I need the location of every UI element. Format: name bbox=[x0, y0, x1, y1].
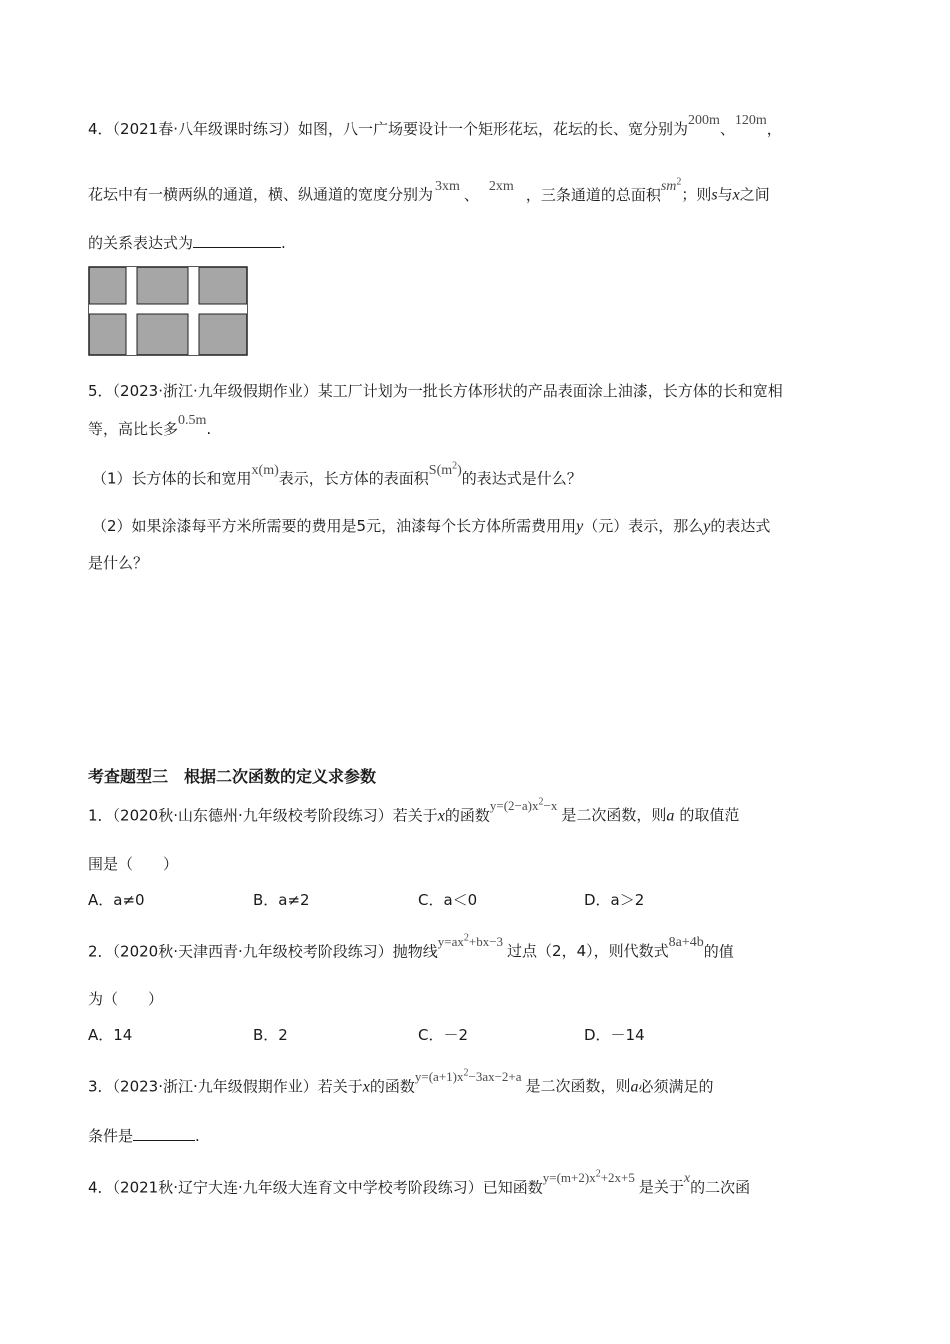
area-formula: $sm^2$ bbox=[660, 176, 682, 194]
section-heading: 考查题型三 根据二次函数的定义求参数 bbox=[88, 767, 377, 786]
var-y: y bbox=[703, 518, 711, 535]
s2-line-1 bbox=[88, 933, 734, 964]
s3-text: 3．（2023·浙江·九年级假期作业）若关于 bbox=[88, 1077, 363, 1096]
s2-option-a[interactable]: A．14 bbox=[88, 1026, 133, 1044]
q5-text-2: 等，高比长多 bbox=[88, 420, 179, 438]
var-x: x bbox=[683, 1171, 691, 1187]
q5-part-2 bbox=[92, 515, 770, 538]
var-x: x bbox=[362, 1078, 370, 1096]
s1-text-4: 的取值范 bbox=[679, 806, 740, 825]
answer-blank[interactable] bbox=[133, 1126, 195, 1141]
q4-line-1 bbox=[88, 113, 782, 142]
horizontal-path bbox=[89, 304, 247, 314]
s1-function-formula: $y=(2-a)x^2-x$ bbox=[489, 797, 558, 814]
q5-part2-text-4: 是什么？ bbox=[88, 554, 149, 572]
var-a: a bbox=[666, 807, 675, 825]
s1-option-b[interactable]: B．a≠2 bbox=[253, 891, 310, 909]
comma: ， bbox=[766, 120, 782, 138]
q4-text-4: ；则 bbox=[681, 185, 712, 204]
s2-option-d[interactable]: D．－14 bbox=[584, 1026, 645, 1044]
answer-blank[interactable] bbox=[193, 233, 281, 248]
q5-part-1 bbox=[92, 460, 582, 492]
s2-text-2: 过点（2，4），则代数式 bbox=[507, 942, 669, 961]
s3-line-2 bbox=[88, 1125, 200, 1147]
surface-area-formula: $S(m^2)$ bbox=[428, 460, 462, 478]
q4-text: 4．（2021春·八年级课时练习）如图，八一广场要设计一个矩形花坛，花坛的长、宽分别为 bbox=[88, 120, 688, 138]
s3-text-2: 的函数 bbox=[369, 1077, 415, 1096]
q4-text-7: 的关系表达式为 bbox=[88, 234, 194, 252]
q4-text-5: 与 bbox=[717, 185, 733, 204]
q5-part2-text: （2）如果涂漆每平方米所需要的费用是5元，油漆每个长方体所需费用用 bbox=[92, 517, 577, 535]
q5-line-2 bbox=[88, 413, 212, 442]
s2-option-c[interactable]: C．－2 bbox=[418, 1026, 469, 1044]
s1-text-2: 的函数 bbox=[444, 806, 490, 825]
s4-text-3: 的二次函 bbox=[690, 1178, 751, 1197]
s3-line-1 bbox=[88, 1068, 714, 1098]
period: . bbox=[206, 420, 212, 438]
s1-option-a[interactable]: A．a≠0 bbox=[88, 891, 145, 909]
q5-part-2-cont bbox=[88, 552, 148, 574]
s3-text-4: 必须满足的 bbox=[638, 1077, 714, 1096]
s2-expression: 8a+4b bbox=[668, 935, 704, 951]
q5-text: 5．（2023·浙江·九年级假期作业）某工厂计划为一批长方体形状的产品表面涂上油漆，长方体的长和宽相 bbox=[88, 382, 783, 400]
vertical-width-formula: 2xm bbox=[488, 178, 514, 194]
q5-part2-text-3: 的表达式 bbox=[710, 517, 771, 535]
horizontal-width-formula: 3xm bbox=[435, 178, 460, 194]
q5-part1-text-3: 的表达式是什么？ bbox=[461, 469, 582, 488]
s1-line-1 bbox=[88, 797, 740, 827]
period: . bbox=[195, 1127, 200, 1145]
q4-text-3: ，三条通道的总面积 bbox=[525, 185, 661, 204]
s2-parabola-formula: $y=ax^2+bx-3$ bbox=[437, 933, 504, 950]
vertical-path-right bbox=[188, 267, 199, 355]
vertical-path-left bbox=[126, 267, 137, 355]
var-a: a bbox=[630, 1078, 639, 1096]
q4-text-2: 花坛中有一横两纵的通道，横、纵通道的宽度分别为 bbox=[88, 185, 434, 204]
period: . bbox=[281, 234, 286, 252]
s1-option-c[interactable]: C．a＜0 bbox=[418, 891, 478, 909]
q5-part2-text-2: （元）表示，那么 bbox=[583, 517, 704, 535]
q5-line-1 bbox=[88, 380, 783, 402]
length-formula: 200m bbox=[688, 113, 720, 128]
q4-text-6: 之间 bbox=[739, 185, 770, 204]
s1-option-d[interactable]: D．a＞2 bbox=[584, 891, 645, 909]
var-x: x bbox=[437, 807, 445, 825]
s1-text-3: 是二次函数，则 bbox=[561, 806, 667, 825]
s4-function-formula: $y=(m+2)x^2+2x+5$ bbox=[542, 1169, 635, 1186]
x-unit-formula: x(m) bbox=[251, 462, 279, 478]
s2-option-b[interactable]: B．2 bbox=[253, 1026, 288, 1044]
width-formula: 120m bbox=[734, 113, 767, 128]
s4-text: 4．（2021秋·辽宁大连·九年级大连育文中学校考阶段练习）已知函数 bbox=[88, 1178, 543, 1197]
s4-line-1 bbox=[88, 1169, 751, 1200]
s1-line-2 bbox=[88, 853, 178, 875]
q5-part1-text-2: 表示，长方体的表面积 bbox=[278, 469, 429, 488]
s3-text-3: 是二次函数，则 bbox=[525, 1077, 631, 1096]
s1-text-5: 围是（ ） bbox=[88, 855, 179, 873]
var-x: x bbox=[732, 186, 740, 204]
q4-line-3 bbox=[88, 232, 286, 254]
separator: 、 bbox=[719, 120, 735, 138]
height-diff-formula: 0.5m bbox=[178, 413, 207, 428]
q5-part1-text: （1）长方体的长和宽用 bbox=[92, 469, 252, 488]
s2-text-3: 的值 bbox=[703, 942, 734, 961]
s1-text: 1．（2020秋·山东德州·九年级校考阶段练习）若关于 bbox=[88, 806, 438, 825]
var-s: s bbox=[711, 186, 718, 204]
s2-text-4: 为（ ） bbox=[88, 990, 164, 1008]
var-y: y bbox=[576, 518, 584, 535]
flower-bed-diagram bbox=[88, 266, 250, 358]
s2-line-2 bbox=[88, 988, 163, 1010]
s2-text: 2．（2020秋·天津西青·九年级校考阶段练习）抛物线 bbox=[88, 942, 438, 961]
s3-function-formula: $y=(a+1)x^2-3ax-2+a$ bbox=[414, 1068, 522, 1085]
q4-line-2 bbox=[88, 176, 770, 208]
separator: 、 bbox=[463, 185, 479, 204]
s3-text-5: 条件是 bbox=[88, 1127, 134, 1145]
s4-text-2: 是关于 bbox=[638, 1178, 684, 1197]
